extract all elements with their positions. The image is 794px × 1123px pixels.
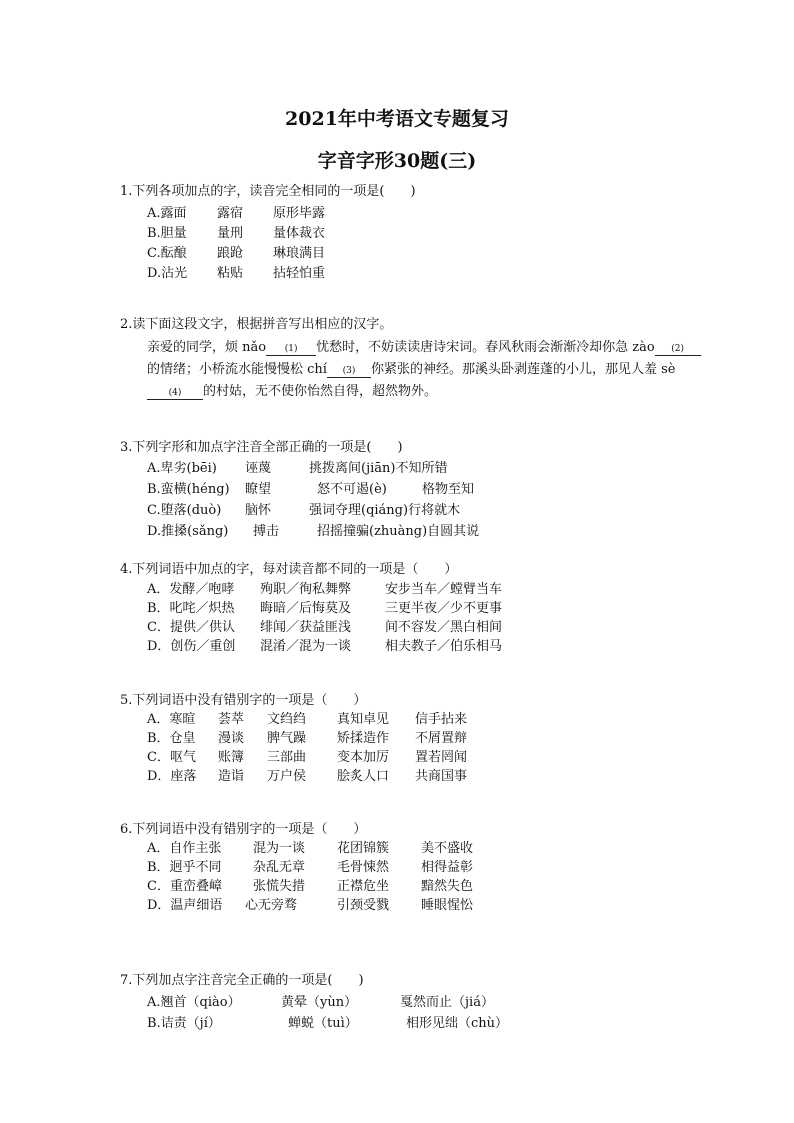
q3-d-term-3: 招摇撞骗(zhuàng)自圆其说 — [317, 524, 480, 539]
q4-a-term-2: 殉职／徇私舞弊 — [260, 582, 352, 597]
q2-blank-1[interactable]: (1) — [266, 343, 316, 356]
q4-c-term-3: 间不容发／黑白相间 — [385, 620, 503, 635]
q1-c-term-1: C.酝酿 — [147, 246, 187, 261]
q6-c-term-3: 正襟危坐 — [337, 879, 390, 894]
q7-a-term-3: 戛然而止（jiá） — [400, 995, 494, 1010]
q1-b-term-1: B.胆量 — [147, 226, 187, 241]
q5-c-term-5: 置若罔闻 — [415, 750, 468, 765]
q5-d-term-1: D．座落 — [147, 769, 197, 784]
q6-a-term-3: 花团锦簇 — [337, 841, 390, 856]
question-3-stem: 3.下列字形和加点字注音全部正确的一项是( ) — [120, 440, 403, 455]
q6-d-term-3: 引颈受戮 — [337, 898, 390, 913]
q5-d-term-3: 万户侯 — [267, 769, 307, 784]
q5-b-term-1: B．仓皇 — [147, 731, 196, 746]
q3-a-term-3: 挑拨离间(jiān)不知所错 — [309, 461, 448, 476]
q6-c-term-4: 黯然失色 — [421, 879, 474, 894]
q4-b-term-2: 晦暗／后悔莫及 — [260, 601, 352, 616]
q5-b-term-5: 不屑置辩 — [415, 731, 468, 746]
document-subtitle: 字音字形30题(三) — [317, 150, 477, 172]
q5-b-term-2: 漫谈 — [218, 731, 245, 746]
q1-d-term-3: 拈轻怕重 — [273, 266, 326, 281]
q3-d-term-1: D.推搡(sǎng) — [147, 524, 229, 539]
q4-c-term-2: 绯闻／获益匪浅 — [260, 620, 352, 635]
q2-blank-2[interactable]: (2) — [655, 343, 701, 356]
q5-c-term-1: C．呕气 — [147, 750, 196, 765]
q4-a-term-3: 安步当车／螳臂当车 — [385, 582, 503, 597]
q2-passage-text-5: 的村姑，无不使你怡然自得，超然物外。 — [203, 384, 438, 399]
q6-a-term-1: A．自作主张 — [147, 841, 222, 856]
q7-b-term-1: B.诘责（jí） — [147, 1016, 221, 1031]
q2-passage-text-2: 忧愁时，不妨读读唐诗宋词。春风秋雨会渐渐冷却你急 zào — [316, 340, 655, 355]
q6-d-term-4: 睡眼惺忪 — [421, 898, 474, 913]
q3-c-term-2: 脑怀 — [245, 503, 272, 518]
q4-b-term-1: B．叱咤／炽热 — [147, 601, 235, 616]
document-title: 2021年中考语文专题复习 — [285, 108, 509, 130]
question-1-stem: 1.下列各项加点的字，读音完全相同的一项是( ) — [120, 184, 416, 199]
q3-b-term-3: 怒不可遏(è) — [317, 482, 387, 497]
q5-c-term-3: 三部曲 — [267, 750, 307, 765]
q1-d-term-1: D.沾光 — [147, 266, 188, 281]
q6-b-term-1: B．迥乎不同 — [147, 860, 222, 875]
q2-blank-4[interactable]: (4) — [147, 387, 203, 400]
question-5-stem: 5.下列词语中没有错别字的一项是（ ） — [120, 693, 367, 708]
q3-b-term-4: 格物至知 — [422, 482, 475, 497]
question-6-stem: 6.下列词语中没有错别字的一项是（ ） — [120, 822, 367, 837]
q3-b-term-1: B.蛮横(héng) — [147, 482, 230, 497]
q6-d-term-2: 心无旁骛 — [245, 898, 298, 913]
q1-d-term-2: 粘贴 — [217, 266, 244, 281]
q2-passage-text-1: 亲爱的同学，烦 nǎo — [147, 340, 267, 355]
q4-a-term-1: A．发酵／咆哮 — [147, 582, 235, 597]
q7-a-term-2: 黄晕（yùn） — [281, 995, 358, 1010]
q6-c-term-1: C．重峦叠嶂 — [147, 879, 222, 894]
question-7-stem: 7.下列加点字注音完全正确的一项是( ) — [120, 973, 364, 988]
q5-a-term-3: 文绉绉 — [267, 712, 307, 727]
q1-c-term-3: 琳琅满目 — [273, 246, 326, 261]
q4-d-term-1: D．创伤／重创 — [147, 639, 236, 654]
question-1 — [120, 180, 416, 199]
q5-a-term-5: 信手拈来 — [415, 712, 468, 727]
q5-d-term-5: 共商国事 — [415, 769, 468, 784]
q6-d-term-1: D．温声细语 — [147, 898, 223, 913]
q6-b-term-4: 相得益彰 — [421, 860, 474, 875]
q5-d-term-2: 造诣 — [218, 769, 245, 784]
question-2 — [120, 313, 392, 332]
q1-b-term-3: 量体裁衣 — [273, 226, 326, 241]
q7-b-term-3: 相形见绌（chù） — [406, 1016, 509, 1031]
q1-a-term-2: 露宿 — [217, 206, 244, 221]
q5-a-term-2: 荟萃 — [218, 712, 245, 727]
q6-b-term-2: 杂乱无章 — [253, 860, 306, 875]
q6-a-term-4: 美不盛收 — [421, 841, 474, 856]
q4-c-term-1: C．提供／供认 — [147, 620, 235, 635]
question-2-stem: 2.读下面这段文字，根据拼音写出相应的汉字。 — [120, 317, 393, 332]
question-5 — [120, 689, 366, 708]
q2-passage — [147, 337, 707, 403]
q5-b-term-4: 矫揉造作 — [337, 731, 390, 746]
q5-b-term-3: 脾气躁 — [267, 731, 307, 746]
q3-b-term-2: 瞭望 — [245, 482, 272, 497]
q1-a-term-1: A.露面 — [147, 206, 187, 221]
q3-a-term-2: 诬蔑 — [245, 461, 272, 476]
q4-d-term-2: 混淆／混为一谈 — [260, 639, 352, 654]
q3-c-term-1: C.堕落(duò) — [147, 503, 222, 518]
q5-d-term-4: 脍炙人口 — [337, 769, 390, 784]
q3-d-term-2: 搏击 — [253, 524, 280, 539]
q3-a-term-1: A.卑劣(bēi) — [147, 461, 217, 476]
q4-b-term-3: 三更半夜／少不更事 — [385, 601, 503, 616]
q5-c-term-4: 变本加厉 — [337, 750, 390, 765]
q5-a-term-4: 真知卓见 — [337, 712, 390, 727]
q1-a-term-3: 原形毕露 — [273, 206, 326, 221]
q5-c-term-2: 账簿 — [218, 750, 245, 765]
q1-c-term-2: 踉跄 — [217, 246, 244, 261]
question-4 — [120, 558, 457, 577]
q1-b-term-2: 量刑 — [217, 226, 244, 241]
q6-c-term-2: 张慌失措 — [253, 879, 306, 894]
q5-a-term-1: A．寒暄 — [147, 712, 196, 727]
q3-c-term-3: 强词夺理(qiáng)行将就木 — [309, 503, 461, 518]
question-7 — [120, 969, 364, 988]
question-4-stem: 4.下列词语中加点的字，每对读音都不同的一项是（ ） — [120, 562, 458, 577]
q2-passage-text-4: 你紧张的神经。那溪头卧剥莲蓬的小儿，那见人羞 sè — [370, 362, 676, 377]
q2-blank-3[interactable]: (3) — [327, 365, 371, 378]
q7-b-term-2: 蝉蜕（tuì） — [288, 1016, 358, 1031]
question-6 — [120, 818, 366, 837]
question-3 — [120, 436, 403, 455]
q7-a-term-1: A.翘首（qiào） — [147, 995, 241, 1010]
q2-passage-text-3: 的情绪；小桥流水能慢慢松 chí — [147, 362, 327, 377]
q6-b-term-3: 毛骨悚然 — [337, 860, 390, 875]
q6-a-term-2: 混为一谈 — [253, 841, 306, 856]
q4-d-term-3: 相夫教子／伯乐相马 — [385, 639, 503, 654]
